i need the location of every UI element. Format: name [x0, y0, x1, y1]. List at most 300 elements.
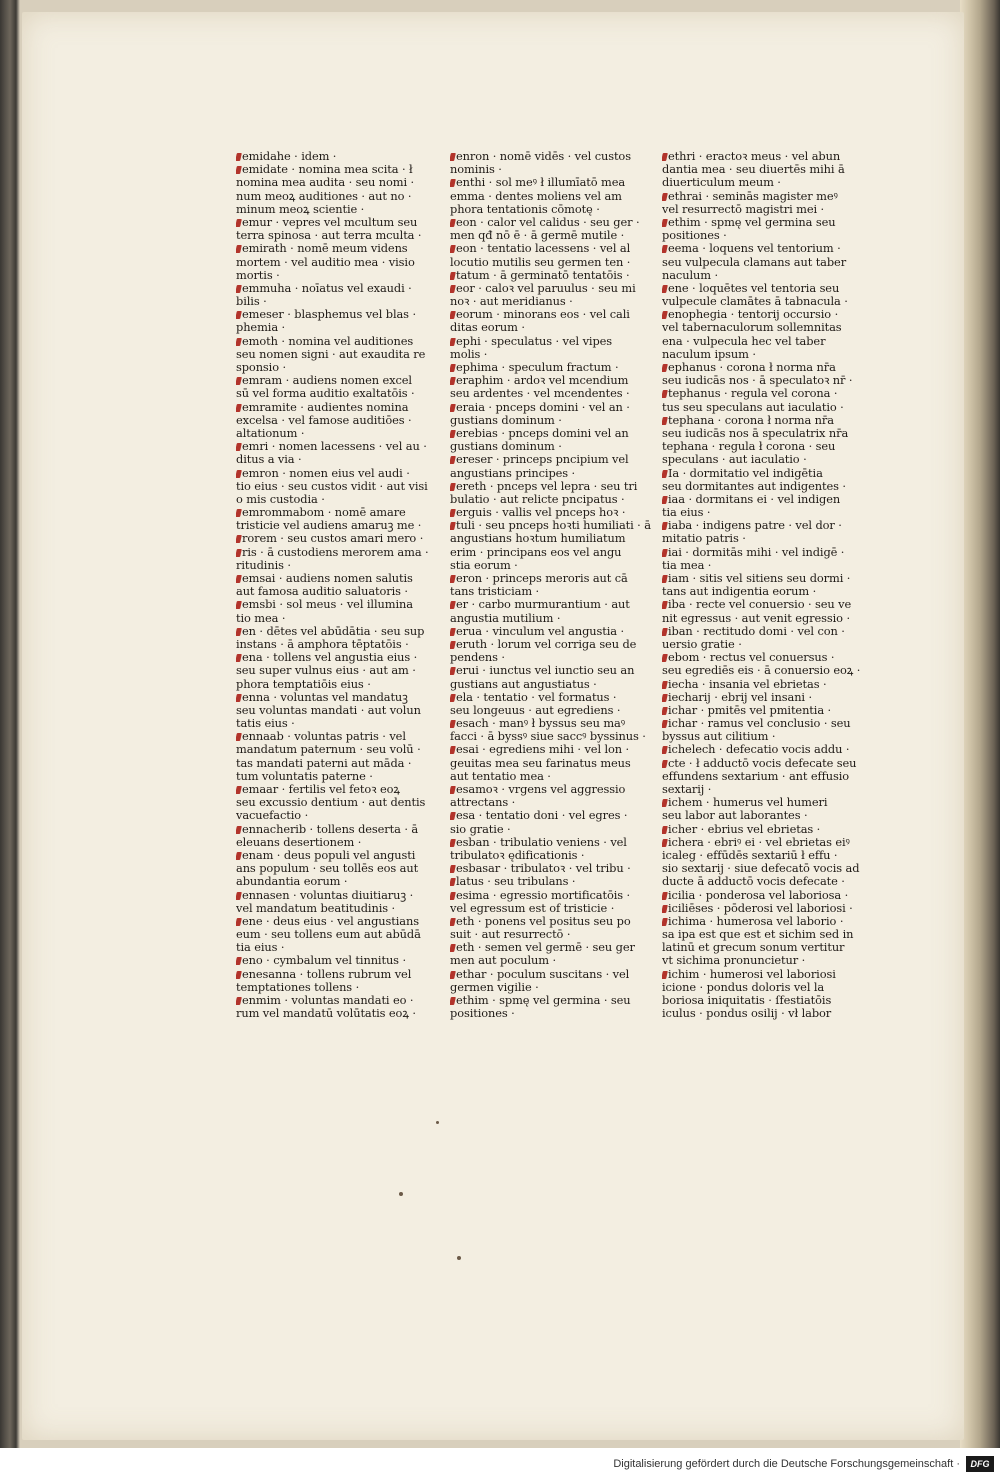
- line-text: iban · rectitudo domi · vel con ·: [668, 624, 845, 638]
- line-text: ene · deus eius · vel angustians: [242, 914, 419, 928]
- text-line: [450, 321, 654, 334]
- line-text: tephanus · regula vel corona ·: [668, 387, 838, 401]
- text-line: [662, 902, 866, 915]
- text-line: [450, 163, 654, 176]
- text-line: [662, 387, 866, 400]
- text-line: [662, 295, 866, 308]
- line-text: effundens sextarium · ant effusio: [662, 769, 850, 783]
- line-text: ephi · speculatus · vel vipes: [456, 334, 613, 348]
- line-text: ethrai · seminās magister meꝰ: [668, 189, 838, 203]
- rubric-initial: [236, 971, 242, 979]
- line-text: ichima · humerosa vel laborio ·: [668, 914, 844, 928]
- line-text: phemia ·: [236, 321, 286, 335]
- line-text: enophegia · tentorij occursio ·: [668, 308, 839, 322]
- line-text: erui · iunctus vel iunctio seu an: [456, 664, 635, 678]
- line-text: tus seu speculans aut iaculatio ·: [662, 400, 844, 414]
- line-text: mortis ·: [236, 268, 280, 282]
- text-line: [662, 823, 866, 836]
- rubric-initial: [662, 839, 668, 847]
- ink-speck: [399, 1192, 403, 1196]
- line-text: temptationes tollens ·: [236, 980, 360, 994]
- line-text: eorum · minorans eos · vel cali: [456, 308, 630, 322]
- line-text: sextarij ·: [662, 783, 712, 796]
- line-text: aut tentatio mea ·: [450, 769, 551, 783]
- text-line: [662, 809, 866, 822]
- text-line: [236, 414, 436, 427]
- line-text: ela · tentatio · vel formatus ·: [456, 690, 617, 704]
- line-text: en · dētes vel abūdātia · seu sup: [242, 624, 425, 638]
- line-text: minum meoꝝ scientie ·: [236, 202, 365, 216]
- text-line: [236, 783, 436, 796]
- text-line: [450, 1007, 654, 1020]
- rubric-initial: [236, 443, 242, 451]
- line-text: enam · deus populi vel angusti: [242, 848, 416, 862]
- text-line: [662, 427, 866, 440]
- book-edge: [960, 0, 1000, 1448]
- dfg-logo: DFG: [966, 1456, 994, 1472]
- text-line: [236, 480, 436, 493]
- text-line: [662, 598, 866, 611]
- line-text: emidahe · idem ·: [242, 150, 337, 163]
- text-line: [662, 796, 866, 809]
- rubric-initial: [236, 404, 242, 412]
- text-line: [450, 229, 654, 242]
- text-line: [662, 757, 866, 770]
- line-text: phora tentationis cōmotę ·: [450, 202, 600, 216]
- line-text: ritudinis ·: [236, 558, 291, 572]
- text-line: [662, 994, 866, 1007]
- line-text: eruth · lorum vel corriga seu de: [456, 637, 637, 651]
- text-line: [236, 335, 436, 348]
- text-line: [450, 335, 654, 348]
- line-text: emoth · nomina vel auditiones: [242, 334, 414, 348]
- text-line: [236, 190, 436, 203]
- text-line: [236, 968, 436, 981]
- line-text: tans aut indigentia eorum ·: [662, 585, 817, 599]
- line-text: iba · recte vel conuersio · seu ve: [668, 598, 852, 612]
- text-line: [450, 664, 654, 677]
- line-text: emaar · fertilis vel fetoꝛ eoꝝ: [242, 783, 400, 796]
- text-line: [662, 691, 866, 704]
- line-text: mitatio patris ·: [662, 532, 746, 546]
- text-line: [662, 651, 866, 664]
- text-line: [236, 440, 436, 453]
- line-text: sio sextarij · siue defecatō vocis ad: [662, 862, 860, 876]
- line-text: enron · nomē vidēs · vel custos: [456, 150, 631, 163]
- text-line: [662, 664, 866, 677]
- text-line: [236, 651, 436, 664]
- text-line: [662, 875, 866, 888]
- text-line: [236, 308, 436, 321]
- text-line: [450, 915, 654, 928]
- line-text: seu labor aut laborantes ·: [662, 809, 808, 823]
- line-text: eth · ponens vel positus seu po: [456, 914, 631, 928]
- line-text: noꝛ · aut meridianus ·: [450, 295, 573, 309]
- text-line: [662, 335, 866, 348]
- text-line: [662, 216, 866, 229]
- text-line: [450, 269, 654, 282]
- rubric-initial: [450, 456, 456, 464]
- text-line: [236, 941, 436, 954]
- text-line: [662, 374, 866, 387]
- line-text: positiones ·: [662, 229, 727, 243]
- text-line: [662, 163, 866, 176]
- text-line: [236, 163, 436, 176]
- text-line: [662, 506, 866, 519]
- rubric-initial: [450, 892, 456, 900]
- text-line: [236, 321, 436, 334]
- line-text: ichim · humerosi vel laboriosi: [668, 967, 836, 981]
- line-text: esach · manꝰ ł byssus seu maꝰ: [456, 717, 625, 731]
- rubric-initial: [236, 377, 242, 385]
- text-line: [236, 981, 436, 994]
- rubric-initial: [236, 694, 242, 702]
- line-text: emron · nomen eius vel audi ·: [242, 466, 410, 480]
- line-text: seu ardentes · vel mcendentes ·: [450, 387, 630, 401]
- line-text: tatis eius ·: [236, 717, 295, 731]
- text-line: [450, 585, 654, 598]
- text-line: [450, 282, 654, 295]
- rubric-initial: [662, 496, 668, 504]
- text-line: [450, 387, 654, 400]
- line-text: eron · princeps meroris aut cā: [456, 572, 628, 585]
- rubric-initial: [662, 654, 668, 662]
- text-line: [236, 203, 436, 216]
- line-text: iam · sitis vel sitiens seu dormi ·: [668, 572, 851, 585]
- line-text: uersio gratie ·: [662, 637, 742, 651]
- line-text: icilia · ponderosa vel laboriosa ·: [668, 888, 849, 902]
- line-text: excelsa · vel famose auditiōes ·: [236, 413, 412, 427]
- text-line: [236, 1007, 436, 1020]
- text-line: [662, 348, 866, 361]
- line-text: erim · principans eos vel angu: [450, 545, 622, 559]
- rubric-initial: [236, 470, 242, 478]
- text-line: [450, 678, 654, 691]
- rubric-initial: [236, 166, 242, 174]
- line-text: bilis ·: [236, 295, 267, 309]
- line-text: cte · ł adductō vocis defecate seu: [668, 756, 857, 770]
- rubric-initial: [450, 509, 456, 517]
- line-text: tatum · ā germinatō tentatōis ·: [456, 268, 630, 282]
- text-column-left: [236, 150, 436, 1020]
- text-line: [236, 559, 436, 572]
- rubric-initial: [450, 338, 456, 346]
- text-column-right: [662, 150, 866, 1020]
- footer-bar: [0, 1448, 1000, 1481]
- text-line: [450, 453, 654, 466]
- line-text: num meoꝝ auditiones · aut no ·: [236, 189, 412, 203]
- rubric-initial: [236, 575, 242, 583]
- text-line: [236, 638, 436, 651]
- rubric-initial: [662, 799, 668, 807]
- line-text: iaa · dormitans ei · vel indigen: [668, 492, 841, 506]
- text-line: [662, 190, 866, 203]
- rubric-initial: [662, 760, 668, 768]
- line-text: nominis ·: [450, 163, 502, 177]
- text-line: [236, 902, 436, 915]
- text-line: [662, 440, 866, 453]
- rubric-initial: [450, 997, 456, 1005]
- line-text: germen vigilie ·: [450, 980, 539, 994]
- line-text: ichem · humerus vel humeri: [668, 796, 828, 810]
- line-text: seu egrediēs eis · ā conuersio eoꝝ ·: [662, 664, 861, 678]
- line-text: nit egressus · aut venit egressio ·: [662, 611, 850, 625]
- rubric-initial: [662, 601, 668, 609]
- text-line: [236, 928, 436, 941]
- text-line: [450, 717, 654, 730]
- line-text: ichar · ramus vel conclusio · seu: [668, 717, 851, 731]
- rubric-initial: [236, 535, 242, 543]
- text-line: [662, 717, 866, 730]
- text-line: [236, 889, 436, 902]
- text-line: [236, 216, 436, 229]
- rubric-initial: [236, 153, 242, 161]
- text-line: [662, 467, 866, 480]
- line-text: icher · ebrius vel ebrietas ·: [668, 822, 821, 836]
- text-line: [450, 348, 654, 361]
- text-line: [236, 915, 436, 928]
- rubric-initial: [662, 720, 668, 728]
- line-text: aut famosa auditio saluatoris ·: [236, 585, 408, 599]
- text-line: [236, 823, 436, 836]
- line-text: seu longeuus · aut egrediens ·: [450, 703, 621, 717]
- text-line: [236, 796, 436, 809]
- text-line: [662, 585, 866, 598]
- line-text: tum voluntatis paterne ·: [236, 769, 373, 783]
- text-line: [450, 875, 654, 888]
- rubric-initial: [662, 285, 668, 293]
- line-text: rorem · seu custos amari mero ·: [242, 532, 424, 546]
- text-line: [450, 532, 654, 545]
- line-text: eema · loquens vel tentorium ·: [668, 242, 841, 256]
- line-text: abundantia eorum ·: [236, 875, 348, 889]
- rubric-initial: [662, 522, 668, 530]
- text-line: [450, 361, 654, 374]
- line-text: men qđ nō ē · ā germē mutile ·: [450, 229, 625, 243]
- text-line: [236, 282, 436, 295]
- text-line: [236, 269, 436, 282]
- text-line: [450, 374, 654, 387]
- line-text: latus · seu tribulans ·: [456, 875, 576, 889]
- rubric-initial: [450, 285, 456, 293]
- text-line: [450, 796, 654, 809]
- rubric-initial: [236, 826, 242, 834]
- line-text: esamoꝛ · vrgens vel aggressio: [456, 783, 626, 796]
- rubric-initial: [662, 826, 668, 834]
- line-text: tas mandati paterni aut māda ·: [236, 756, 412, 770]
- line-text: suit · aut resurrectō ·: [450, 928, 571, 942]
- line-text: naculum ·: [662, 268, 718, 282]
- text-line: [662, 321, 866, 334]
- line-text: o mis custodia ·: [236, 492, 325, 506]
- rubric-initial: [450, 720, 456, 728]
- line-text: enna · voluntas vel mandatuꝫ: [242, 690, 408, 704]
- text-line: [450, 242, 654, 255]
- text-line: [662, 954, 866, 967]
- rubric-initial: [236, 311, 242, 319]
- line-text: iecharij · ebrij vel insani ·: [668, 690, 813, 704]
- line-text: emramite · audientes nomina: [242, 400, 409, 414]
- rubric-initial: [236, 733, 242, 741]
- rubric-initial: [662, 364, 668, 372]
- text-line: [450, 823, 654, 836]
- line-text: ethri · eractoꝛ meus · vel abun: [668, 150, 841, 163]
- text-line: [662, 783, 866, 796]
- text-line: [662, 770, 866, 783]
- text-line: [236, 757, 436, 770]
- text-line: [662, 836, 866, 849]
- line-text: vel mandatum beatitudinis ·: [236, 901, 396, 915]
- line-text: mortem · vel auditio mea · visio: [236, 255, 415, 269]
- text-line: [662, 229, 866, 242]
- text-line: [662, 678, 866, 691]
- text-line: [450, 954, 654, 967]
- text-line: [236, 717, 436, 730]
- line-text: ethim · spmę vel germina seu: [668, 215, 836, 229]
- line-text: attrectans ·: [450, 796, 516, 810]
- text-line: [450, 308, 654, 321]
- text-line: [662, 928, 866, 941]
- line-text: ena · tollens vel angustia eius ·: [242, 651, 418, 665]
- rubric-initial: [450, 430, 456, 438]
- line-text: Ia · dormitatio vel indigētia: [668, 466, 823, 480]
- rubric-initial: [662, 470, 668, 478]
- rubric-initial: [662, 707, 668, 715]
- line-text: gustians aut angustiatus ·: [450, 677, 597, 691]
- text-line: [236, 770, 436, 783]
- line-text: vel tabernaculorum sollemnitas: [662, 321, 842, 335]
- text-line: [450, 770, 654, 783]
- text-line: [450, 467, 654, 480]
- rubric-initial: [236, 997, 242, 1005]
- line-text: sa ipa est que est et sichim sed in: [662, 928, 854, 942]
- rubric-initial: [450, 971, 456, 979]
- rubric-initial: [662, 219, 668, 227]
- line-text: nomina mea audita · seu nomi ·: [236, 176, 415, 190]
- text-line: [450, 612, 654, 625]
- line-text: icaleg · effūdēs sextariū ł effu ·: [662, 848, 838, 862]
- text-line: [450, 572, 654, 585]
- rubric-initial: [662, 892, 668, 900]
- line-text: eth · semen vel germē · seu ger: [456, 941, 635, 955]
- line-text: emeser · blasphemus vel blas ·: [242, 308, 416, 322]
- line-text: emsbi · sol meus · vel illumina: [242, 598, 413, 612]
- rubric-initial: [236, 219, 242, 227]
- text-line: [662, 453, 866, 466]
- rubric-initial: [450, 245, 456, 253]
- line-text: sū vel forma auditio exaltatōis ·: [236, 387, 415, 401]
- line-text: ene · loquētes vel tentoria seu: [668, 281, 840, 295]
- line-text: ethim · spmę vel germina · seu: [456, 994, 631, 1007]
- line-text: iaba · indigens patre · vel dor ·: [668, 519, 842, 533]
- text-line: [662, 981, 866, 994]
- text-line: [236, 387, 436, 400]
- line-text: enmim · voluntas mandati eo ·: [242, 994, 414, 1007]
- line-text: vel egressum est of tristicie ·: [450, 901, 615, 915]
- text-line: [450, 691, 654, 704]
- rubric-initial: [450, 575, 456, 583]
- text-line: [236, 730, 436, 743]
- text-line: [450, 506, 654, 519]
- line-text: emram · audiens nomen excel: [242, 374, 412, 388]
- text-line: [236, 374, 436, 387]
- text-line: [236, 625, 436, 638]
- text-line: [450, 757, 654, 770]
- rubric-initial: [662, 575, 668, 583]
- text-line: [450, 902, 654, 915]
- rubric-initial: [662, 153, 668, 161]
- rubric-initial: [450, 667, 456, 675]
- text-line: [450, 651, 654, 664]
- line-text: ephima · speculum fractum ·: [456, 361, 619, 374]
- rubric-initial: [450, 628, 456, 636]
- line-text: vel resurrectō magistri mei ·: [662, 202, 825, 216]
- rubric-initial: [662, 311, 668, 319]
- text-line: [236, 862, 436, 875]
- text-line: [450, 176, 654, 189]
- line-text: tio eius · seu custos vidit · aut visi: [236, 479, 428, 493]
- rubric-initial: [450, 839, 456, 847]
- rubric-initial: [450, 746, 456, 754]
- text-line: [450, 519, 654, 532]
- text-line: [236, 691, 436, 704]
- line-text: rum vel mandatū volūtatis eoꝝ ·: [236, 1007, 416, 1021]
- text-line: [236, 256, 436, 269]
- line-text: ducte ā adductō vocis defecate ·: [662, 875, 845, 889]
- line-text: vulpecule clamātes ā tabnacula ·: [662, 295, 848, 309]
- line-text: ephanus · corona ł norma nr̄a: [668, 361, 836, 374]
- text-line: [450, 783, 654, 796]
- line-text: phora temptatiōis eius ·: [236, 677, 371, 691]
- text-line: [662, 704, 866, 717]
- rubric-initial: [236, 852, 242, 860]
- line-text: tia eius ·: [662, 506, 711, 520]
- line-text: eum · seu tollens eum aut abūdā: [236, 928, 421, 942]
- line-text: ethar · poculum suscitans · vel: [456, 967, 630, 981]
- rubric-initial: [662, 628, 668, 636]
- text-line: [450, 150, 654, 163]
- text-line: [662, 532, 866, 545]
- line-text: tristicie vel audiens amaruꝫ me ·: [236, 519, 422, 533]
- line-text: iecha · insania vel ebrietas ·: [668, 677, 827, 691]
- text-line: [236, 704, 436, 717]
- line-text: tephana · corona ł norma nr̄a: [668, 413, 834, 427]
- line-text: naculum ipsum ·: [662, 347, 756, 361]
- text-line: [236, 585, 436, 598]
- line-text: ditus a via ·: [236, 453, 302, 467]
- line-text: emirath · nomē meum videns: [242, 242, 408, 256]
- text-line: [450, 968, 654, 981]
- rubric-initial: [236, 509, 242, 517]
- text-line: [662, 256, 866, 269]
- text-line: [236, 401, 436, 414]
- line-text: positiones ·: [450, 1007, 515, 1021]
- rubric-initial: [450, 878, 456, 886]
- rubric-initial: [450, 694, 456, 702]
- line-text: ichelech · defecatio vocis addu ·: [668, 743, 850, 757]
- text-line: [450, 889, 654, 902]
- text-line: [236, 467, 436, 480]
- ink-speck: [436, 1121, 439, 1124]
- line-text: seu iudicās nos · ā speculatoꝛ nr̄ ·: [662, 374, 853, 388]
- line-text: erebias · pnceps domini vel an: [456, 426, 629, 440]
- text-line: [450, 730, 654, 743]
- line-text: eno · cymbalum vel tinnitus ·: [242, 954, 406, 968]
- line-text: diuerticulum meum ·: [662, 176, 781, 190]
- line-text: emri · nomen lacessens · vel au ·: [242, 440, 427, 454]
- line-text: esban · tribulatio veniens · vel: [456, 835, 627, 849]
- line-text: eraia · pnceps domini · vel an ·: [456, 400, 630, 414]
